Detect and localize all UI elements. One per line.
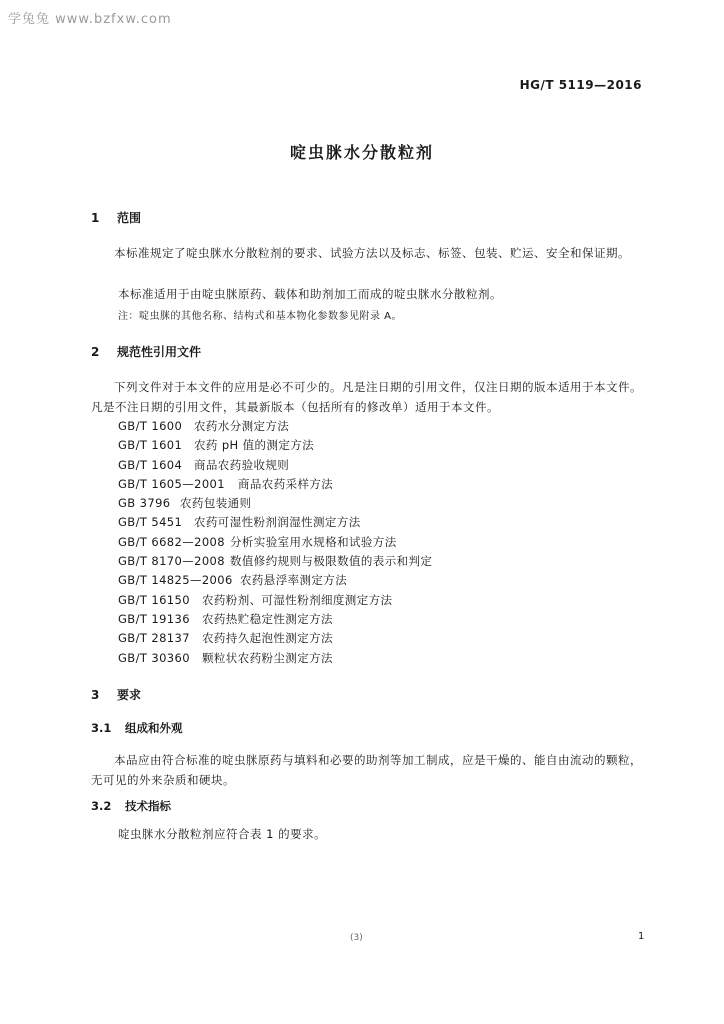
reference-item: [118, 591, 432, 610]
document-number: HG/T 5119—2016: [519, 78, 642, 92]
reference-item: [118, 475, 432, 494]
section-3-1-paragraph: 本品应由符合标准的啶虫脒原药与填料和必要的助剂等加工制成，应是干燥的、能自由流动的颗粒，无可见的外来杂质和硬块。: [91, 753, 642, 787]
section-2-intro: 下列文件对于本文件的应用是必不可少的。凡是注日期的引用文件，仅注日期的版本适用于本文件。凡是不注日期的引用文件，其最新版本（包括所有的修改单）适用于本文件。: [91, 380, 642, 414]
reference-item: [118, 417, 432, 436]
reference-title: 农药悬浮率测定方法: [240, 573, 348, 588]
reference-title: 农药可湿性粉剂润湿性测定方法: [194, 515, 361, 530]
reference-code: GB 3796: [118, 496, 171, 511]
reference-item: [118, 552, 432, 571]
reference-title: 农药水分测定方法: [194, 419, 290, 433]
reference-title: 商品农药验收规则: [194, 457, 290, 472]
subsection-title: 技术指标: [125, 799, 171, 813]
subsection-number: 3.2: [91, 799, 112, 813]
reference-item: [118, 533, 432, 552]
section-number: 2: [91, 345, 100, 359]
reference-code: GB/T 16150: [118, 592, 190, 607]
subsection-title: 组成和外观: [125, 721, 183, 735]
page-number: 1: [638, 931, 645, 942]
section-title: 规范性引用文件: [117, 345, 202, 359]
section-1-heading: [91, 209, 141, 226]
reference-code: GB/T 1601: [118, 438, 183, 453]
reference-item: [118, 513, 432, 532]
reference-title: 农药持久起泡性测定方法: [202, 631, 333, 646]
reference-item: [118, 494, 432, 513]
section-number: 3: [91, 688, 100, 702]
reference-code: GB/T 6682—2008: [118, 534, 225, 549]
watermark: 学兔兔 www.bzfxw.com: [8, 12, 172, 27]
reference-code: GB/T 19136: [118, 611, 190, 626]
section-3-1-heading: [91, 720, 183, 736]
section-1-note: 注：啶虫脒的其他名称、结构式和基本物化参数参见附录 A。: [118, 311, 403, 322]
reference-item: [118, 610, 432, 629]
reference-title: 农药包装通则: [180, 496, 252, 511]
footer-mark: (3): [350, 933, 363, 943]
reference-code: GB/T 30360: [118, 650, 190, 665]
reference-code: GB/T 1600: [118, 419, 183, 433]
reference-title: 农药热贮稳定性测定方法: [202, 611, 333, 626]
page-title: 啶虫脒水分散粒剂: [289, 143, 434, 162]
reference-code: GB/T 8170—2008: [118, 554, 225, 569]
section-1-paragraph-2: 本标准适用于由啶虫脒原药、载体和助剂加工而成的啶虫脒水分散粒剂。: [118, 287, 502, 301]
section-3-2-heading: [91, 798, 171, 814]
reference-code: GB/T 14825—2006: [118, 573, 233, 588]
reference-title: 农药粉剂、可湿性粉剂细度测定方法: [202, 592, 393, 607]
reference-code: GB/T 5451: [118, 515, 183, 530]
reference-item: [118, 456, 432, 475]
reference-item: [118, 436, 432, 455]
section-2-heading: [91, 343, 201, 360]
reference-code: GB/T 1604: [118, 457, 183, 472]
reference-title: 农药 pH 值的测定方法: [194, 438, 315, 453]
reference-title: 颗粒状农药粉尘测定方法: [202, 650, 333, 665]
section-title: 要求: [117, 688, 142, 702]
reference-code: GB/T 28137: [118, 631, 190, 646]
reference-title: 分析实验室用水规格和试验方法: [230, 534, 397, 549]
subsection-number: 3.1: [91, 721, 112, 735]
reference-item: [118, 629, 432, 648]
reference-code: GB/T 1605—2001: [118, 476, 225, 491]
section-3-heading: [91, 686, 141, 703]
reference-item: [118, 649, 432, 668]
reference-list: [118, 417, 432, 668]
section-title: 范围: [117, 211, 142, 225]
reference-title: 数值修约规则与极限数值的表示和判定: [230, 554, 433, 569]
section-number: 1: [91, 211, 100, 225]
reference-title: 商品农药采样方法: [238, 476, 334, 491]
section-1-paragraph-1: 本标准规定了啶虫脒水分散粒剂的要求、试验方法以及标志、标签、包装、贮运、安全和保证期。: [114, 246, 630, 260]
section-3-2-paragraph: 啶虫脒水分散粒剂应符合表 1 的要求。: [118, 827, 327, 841]
reference-item: [118, 571, 432, 590]
